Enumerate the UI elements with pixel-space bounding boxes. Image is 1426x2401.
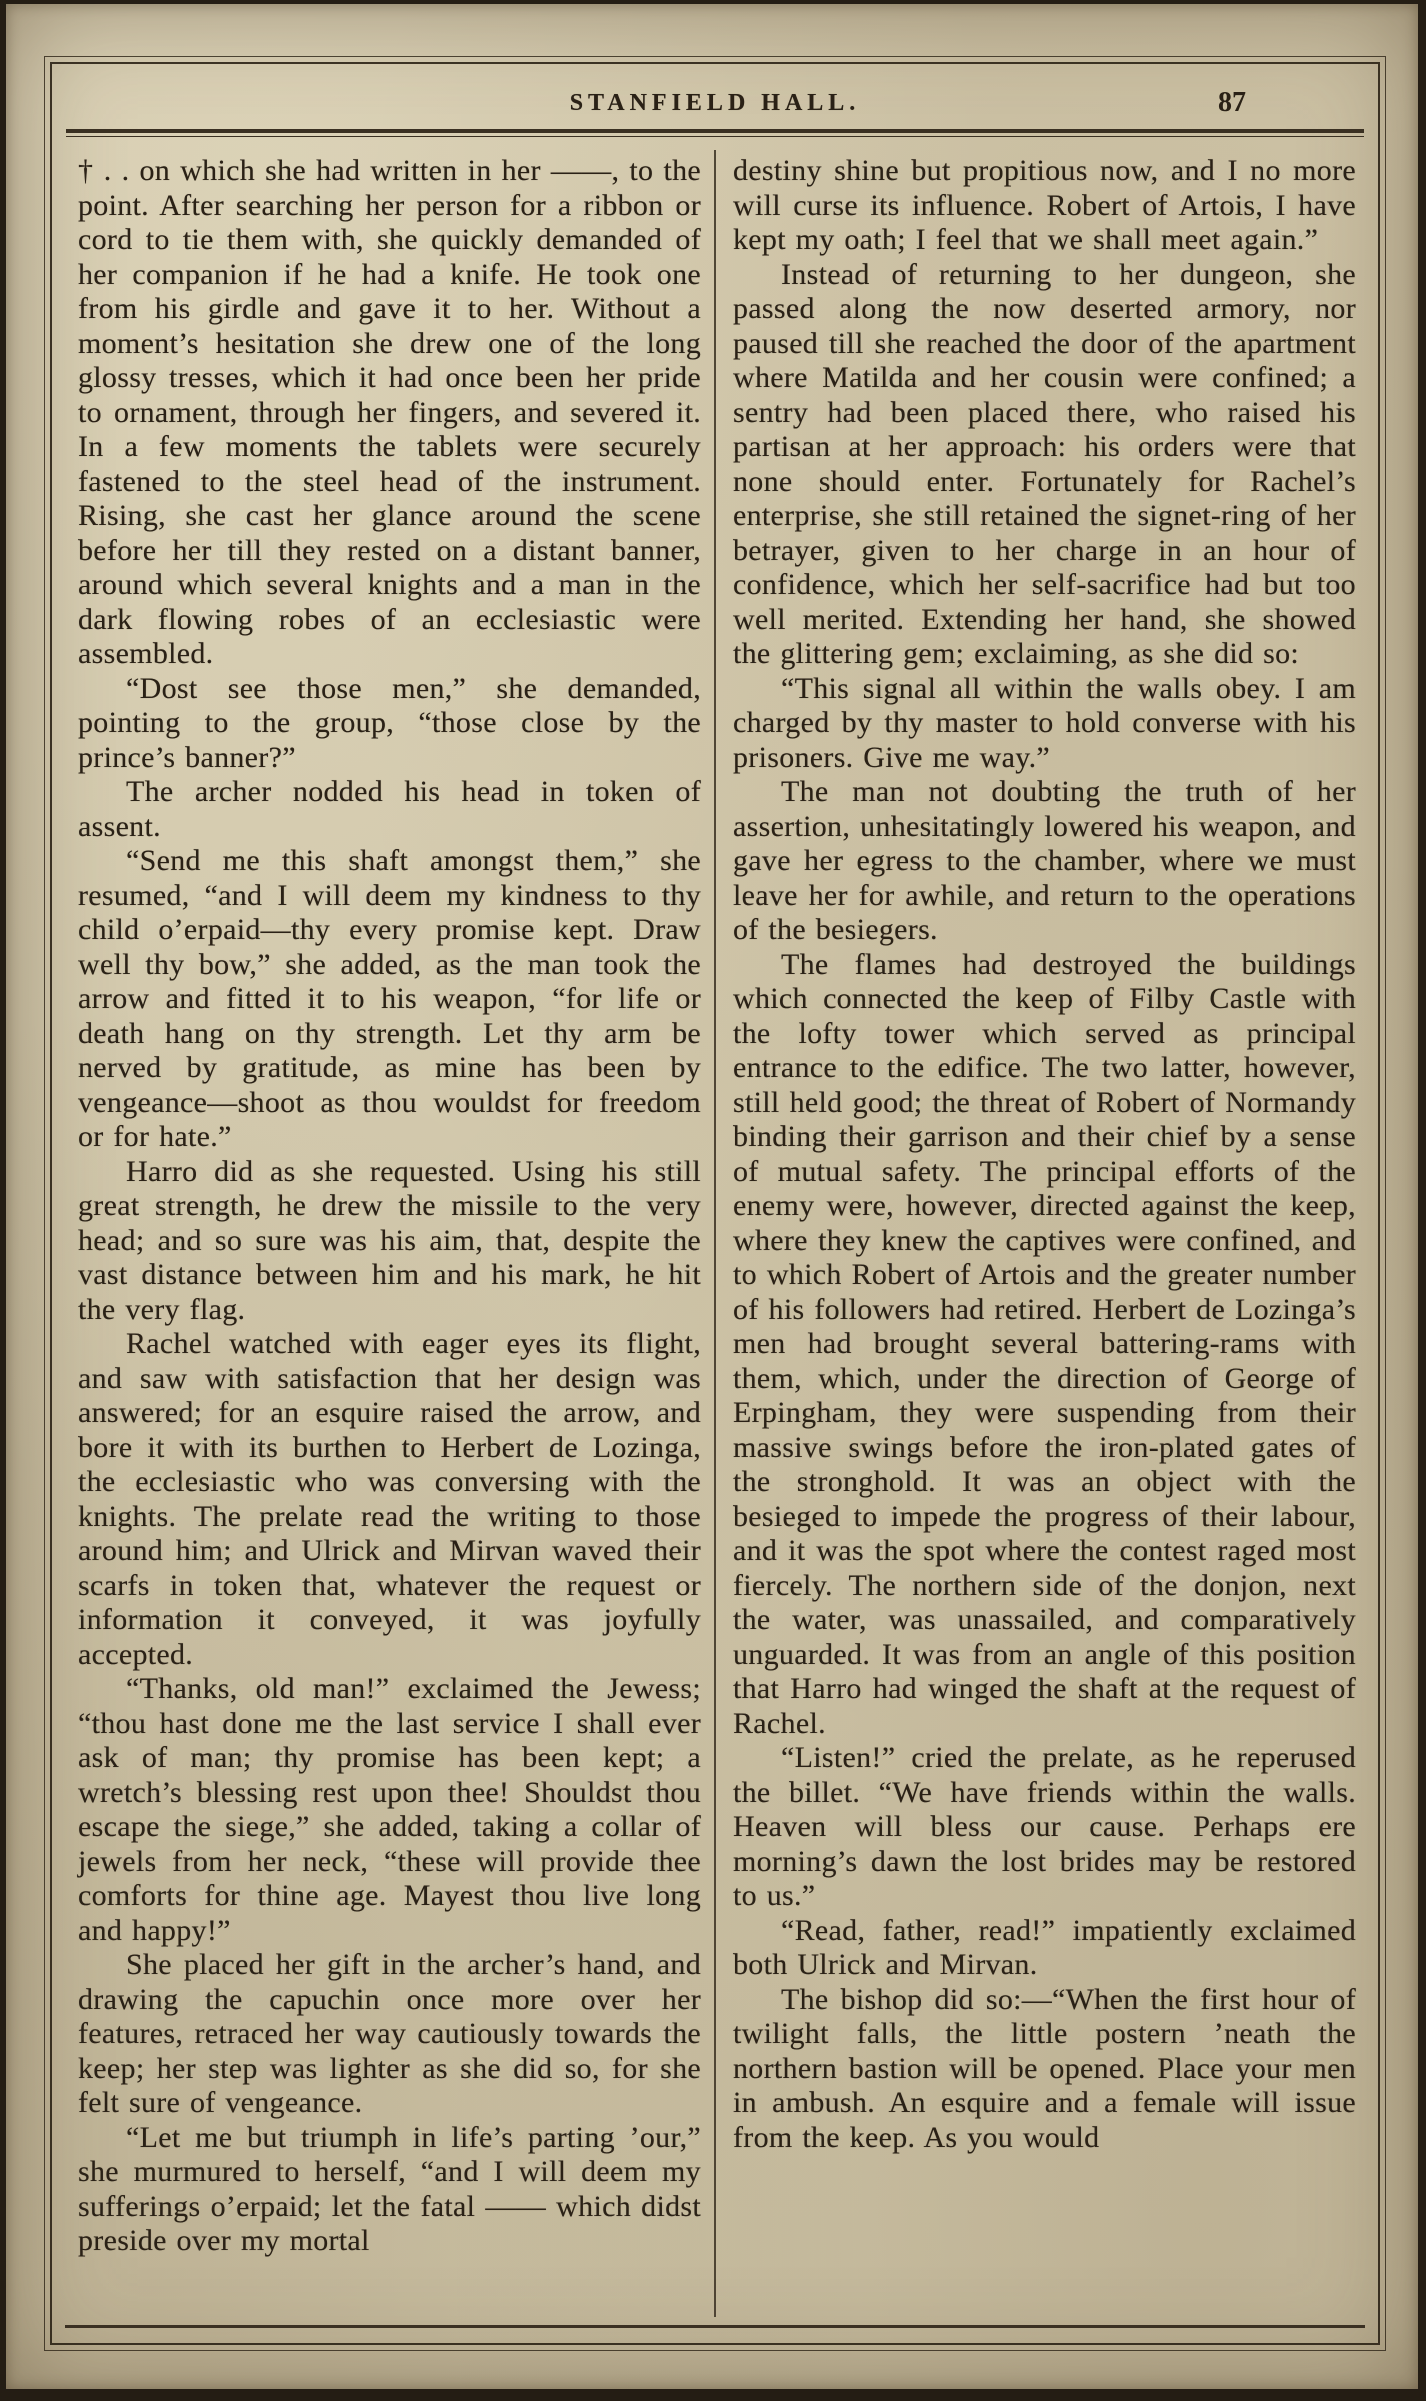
left-column — [62, 150, 713, 2317]
page-header — [62, 70, 1368, 129]
paragraph: “Listen!” cried the prelate, as he reperused the billet. “We have friends within the walls. Heaven will bless our cause. Perhaps ere morning’s dawn the lost brides may be restored to us.” — [733, 1741, 1356, 1912]
running-title: STANFIELD HALL. — [569, 90, 861, 116]
paragraph: Instead of returning to her dungeon, she passed along the now deserted armory, nor paused till she reached the door of the apartment where Matilda and her cousin were confined; a sentry had been placed there, who raised his partisan at her approach: his orders were that none should enter. Fortunately for Rachel’s enterprise, she still retained the signet-ring of her betrayer, given to her charge in an hour of confidence, which her self-sacrifice had but too well merited. Extending her hand, she showed the glittering gem; exclaiming, as she did so: — [733, 257, 1356, 670]
paragraph: “Dost see those men,” she demanded, pointing to the group, “those close by the prince’s banner?” — [78, 671, 701, 774]
text-columns — [62, 140, 1368, 2317]
paragraph: Harro did as she requested. Using his still great strength, he drew the missile to the very head; and so sure was his aim, that, despite the vast distance between him and his mark, he hit the very flag. — [78, 1154, 701, 1326]
paragraph: She placed her gift in the archer’s hand, and drawing the capuchin once more over her features, retraced her way cautiously towards the keep; her step was lighter as she did so, for she felt sure of vengeance. — [78, 1948, 701, 2119]
paragraph: destiny shine but propitious now, and I no more will curse its influence. Robert of Artois, I have kept my oath; I feel that we shall meet again.” — [733, 154, 1356, 256]
footer-rule — [65, 2325, 1365, 2329]
paragraph: The man not doubting the truth of her assertion, unhesitatingly lowered his weapon, and gave her egress to the chamber, where we must leave her for awhile, and return to the operations of the besiegers. — [733, 775, 1356, 946]
page-number: 87 — [1218, 87, 1246, 118]
paragraph: “Thanks, old man!” exclaimed the Jewess; “thou hast done me the last service I shall ever ask of man; thy promise has been kept; a wretch’s blessing rest upon thee! Shouldst thou escape the siege,” she added, taking a collar of jewels from her neck, “these will provide thee comforts for thine age. Mayest thou live long and happy!” — [78, 1672, 701, 1947]
column-divider — [714, 150, 716, 2317]
paragraph: “Read, father, read!” impatiently exclaimed both Ulrick and Mirvan. — [733, 1913, 1356, 1981]
right-column — [717, 150, 1368, 2317]
page-border — [50, 62, 1380, 2345]
paragraph: The flames had destroyed the buildings which connected the keep of Filby Castle with the lofty tower which served as principal entrance to the edifice. The two latter, however, still held good; the threat of Robert of Normandy binding their garrison and their chief by a sense of mutual safety. The principal efforts of the enemy were, however, directed against the keep, where they knew the captives were confined, and to which Robert of Artois and the greater number of his followers had retired. Herbert de Lozinga’s men had brought several battering-rams with them, which, under the direction of George of Erpingham, they were suspending from their massive swings before the iron-plated gates of the stronghold. It was an object with the besieged to impede the progress of their labour, and it was the spot where the contest raged most fiercely. The northern side of the donjon, next the water, was unassailed, and comparatively unguarded. It was from an angle of this position that Harro had winged the shaft at the request of Rachel. — [733, 947, 1356, 1740]
paragraph: The bishop did so:—“When the first hour of twilight falls, the little postern ’neath the northern bastion will be opened. Place your men in ambush. An esquire and a female will issue from the keep. As you would — [733, 1982, 1356, 2154]
paragraph: The archer nodded his head in token of assent. — [78, 775, 701, 843]
header-rule — [66, 129, 1364, 140]
paragraph: “This signal all within the walls obey. I am charged by thy master to hold converse with his prisoners. Give me way.” — [733, 671, 1356, 774]
page-border-outer — [44, 56, 1386, 2351]
paragraph: “Send me this shaft amongst them,” she resumed, “and I will deem my kindness to thy child o’erpaid—thy every promise kept. Draw well thy bow,” she added, as the man took the arrow and fitted it to his weapon, “for life or death hang on thy strength. Let thy arm be nerved by gratitude, as mine has been by vengeance—shoot as thou wouldst for freedom or for hate.” — [78, 844, 701, 1153]
paragraph: Rachel watched with eager eyes its flight, and saw with satisfaction that her design was answered; for an esquire raised the arrow, and bore it with its burthen to Herbert de Lozinga, the ecclesiastic who was conversing with the knights. The prelate read the writing to those around him; and Ulrick and Mirvan waved their scarfs in token that, whatever the request or information it conveyed, it was joyfully accepted. — [78, 1327, 701, 1671]
book-page — [6, 4, 1418, 2389]
paragraph: “Let me but triumph in life’s parting ’our,” she murmured to herself, “and I will deem my sufferings o’erpaid; let the fatal —— which didst preside over my mortal — [78, 2120, 701, 2257]
paragraph: † . . on which she had written in her ——, to the point. After searching her person for a ribbon or cord to tie them with, she quickly demanded of her companion if he had a knife. He took one from his girdle and gave it to her. Without a moment’s hesitation she drew one of the long glossy tresses, which it had once been her pride to ornament, through her fingers, and severed it. In a few moments the tablets were securely fastened to the steel head of the instrument. Rising, she cast her glance around the scene before her till they rested on a distant banner, around which several knights and a man in the dark flowing robes of an ecclesiastic were assembled. — [78, 154, 701, 670]
